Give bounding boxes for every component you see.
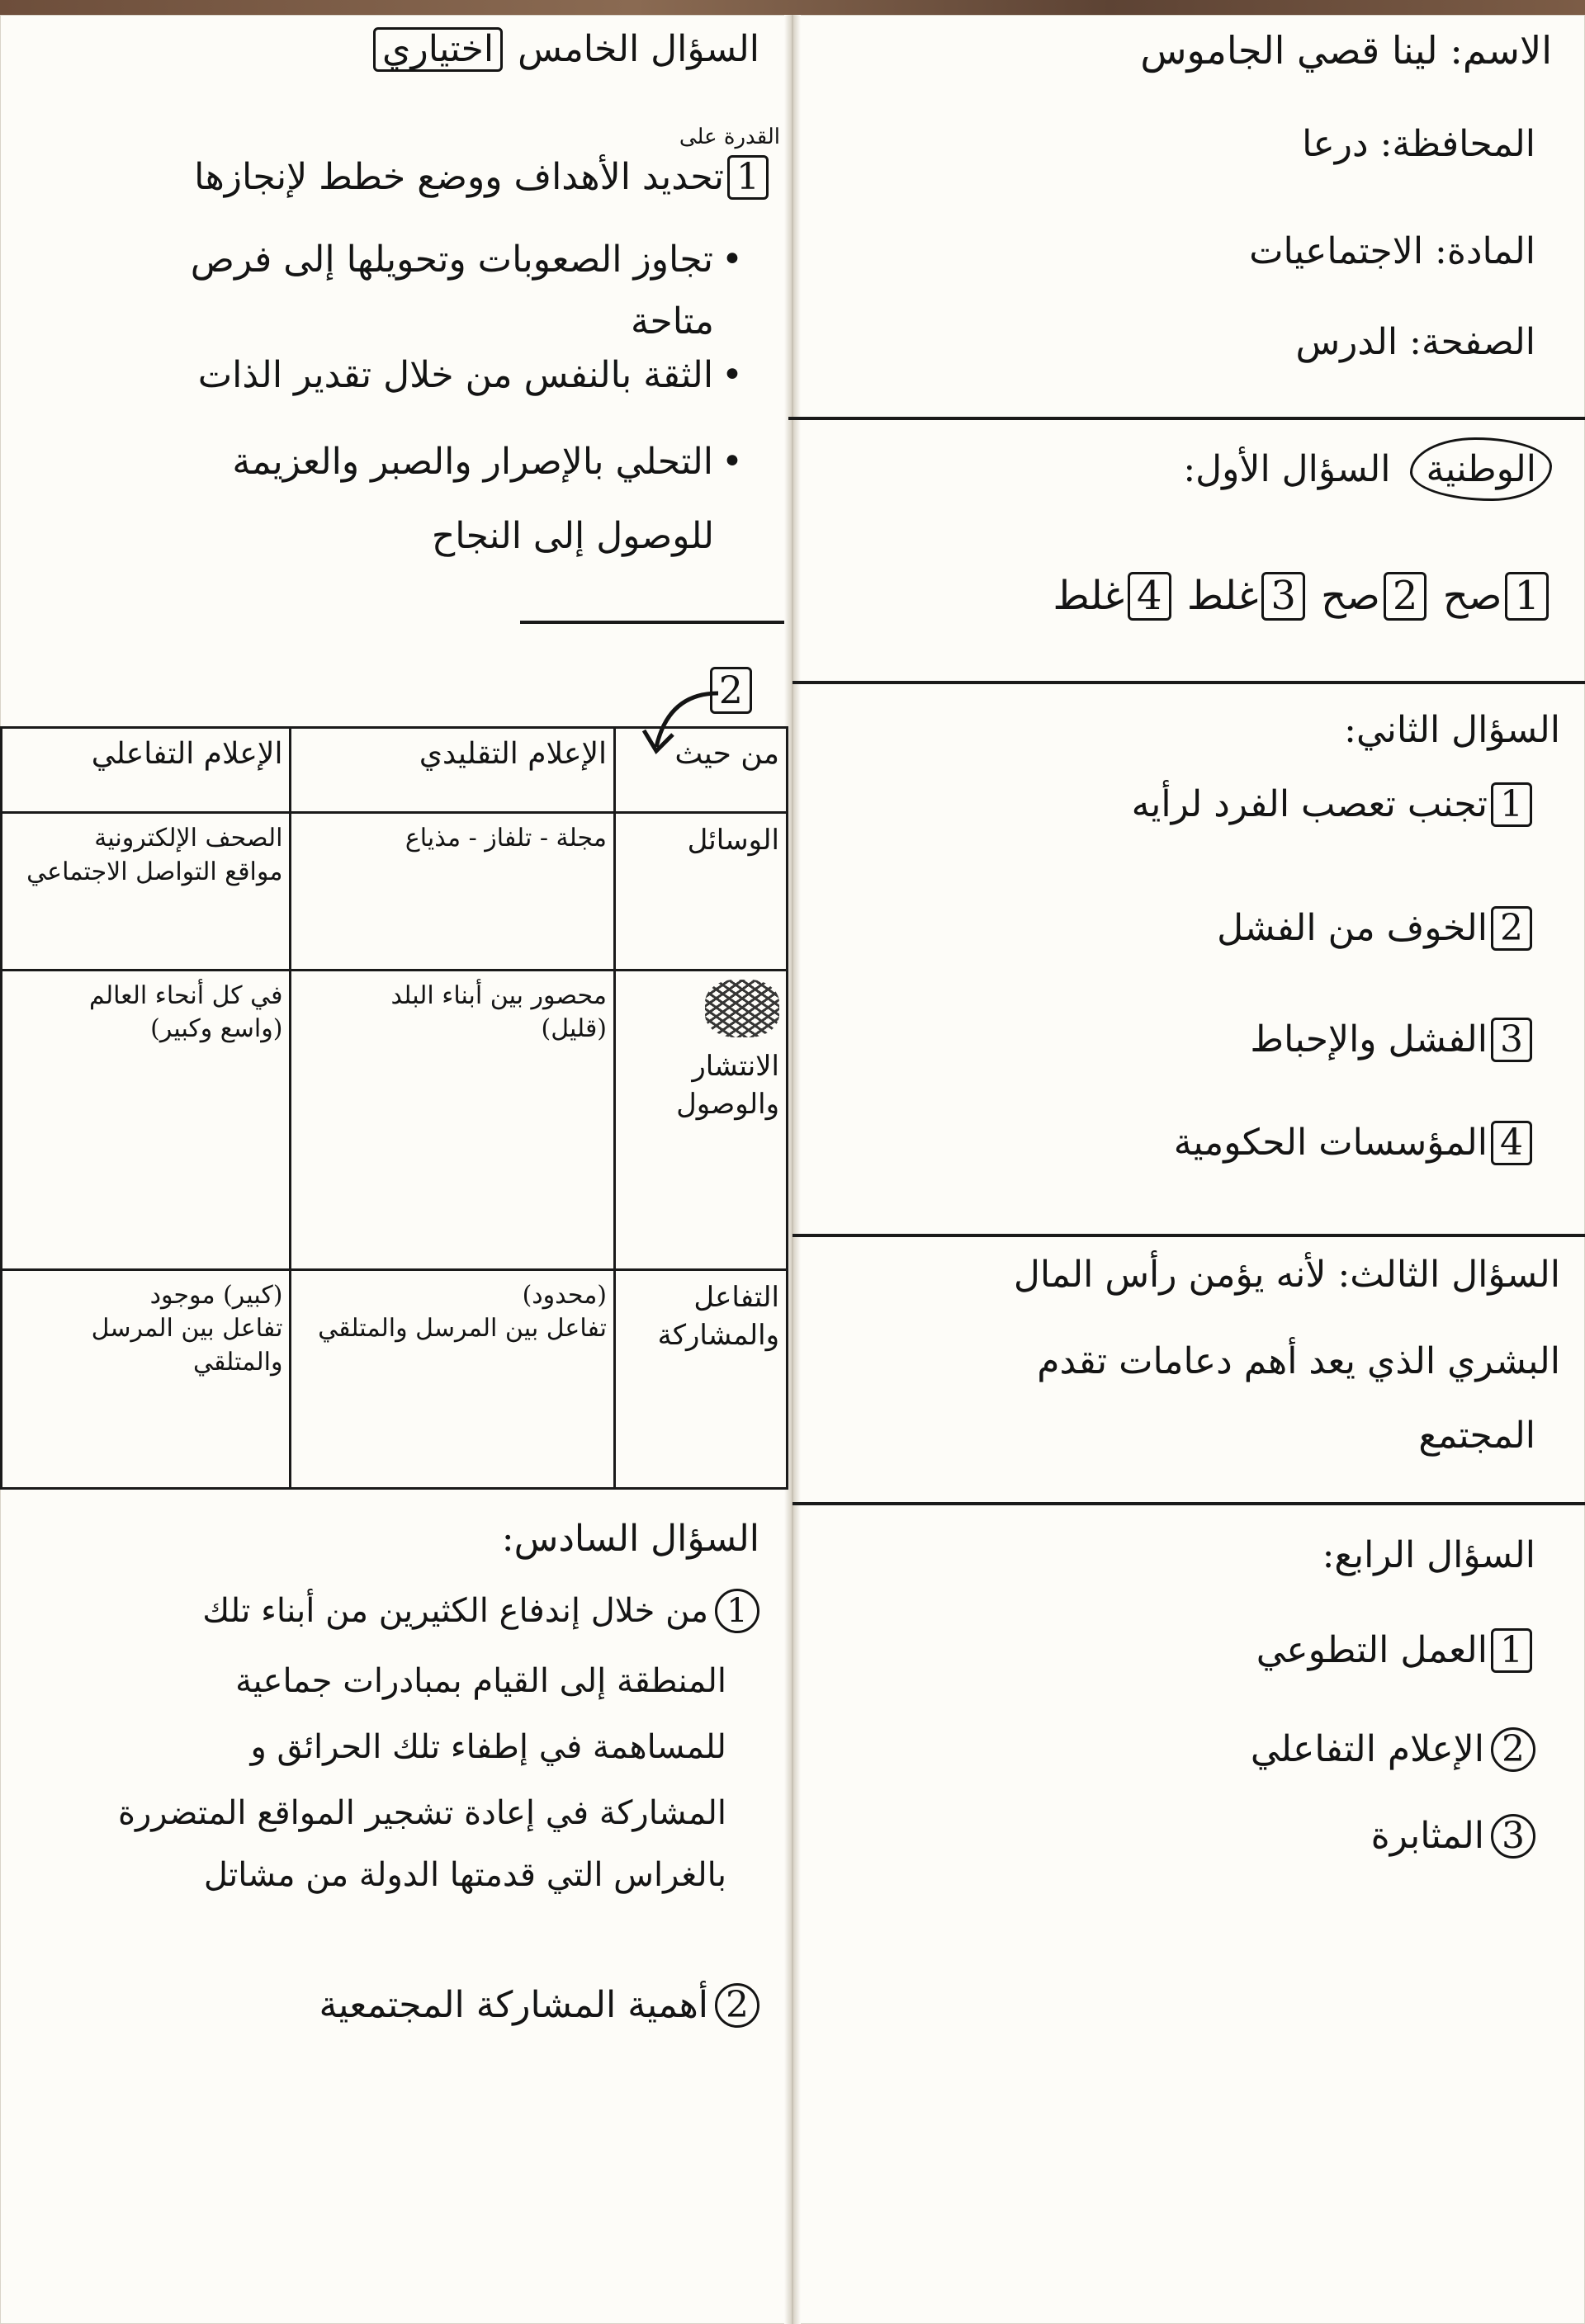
- row-traditional-spread: محصور بين أبناء البلد (قليل): [291, 970, 615, 1269]
- q6-part1-line-2: المنطقة إلى القيام بمبادرات جماعية: [235, 1662, 726, 1700]
- q6-part1-num: 1: [715, 1589, 759, 1633]
- q5-part1-num: 1: [727, 155, 769, 200]
- divider-q1: [788, 417, 1585, 420]
- q2-item-4: [1174, 1118, 1535, 1167]
- q4-item-3: [1371, 1811, 1535, 1860]
- q2-answer-3: الفشل والإحباط: [1250, 1018, 1488, 1060]
- divider-q3: [792, 1234, 1585, 1237]
- q2-item-2: [1217, 904, 1535, 952]
- q1-header: [1183, 437, 1552, 501]
- q2-item-1: [1132, 780, 1535, 829]
- row-aspect-interaction: التفاعل والمشاركة: [615, 1269, 788, 1488]
- q1-answer-1: صح: [1442, 573, 1502, 619]
- row-interactive-interaction: (كبير) موجود تفاعل بين المرسل والمتلقي: [2, 1269, 291, 1488]
- q2-item-3: [1250, 1015, 1535, 1064]
- q5-header: [370, 25, 759, 73]
- table-header-interactive: الإعلام التفاعلي: [2, 728, 291, 813]
- q6-part2: 2أهمية المشاركة المجتمعية: [319, 1981, 760, 2029]
- q1-answer-3: غلط: [1186, 573, 1259, 619]
- q4-num-1: 1: [1491, 1628, 1532, 1673]
- q4-item-1: [1256, 1626, 1535, 1675]
- table-header-traditional: الإعلام التقليدي: [291, 728, 615, 813]
- q1-title: السؤال الأول:: [1183, 448, 1391, 490]
- q2-num-4: 4: [1491, 1121, 1532, 1165]
- q4-answer-1: العمل التطوعي: [1256, 1629, 1488, 1671]
- q1-answers: [1053, 569, 1552, 623]
- q2-num-2: 2: [1491, 906, 1532, 951]
- q3-line-3: المجتمع: [1418, 1415, 1535, 1457]
- table-row: [2, 1269, 788, 1488]
- q5-part1-line-1: 1تحديد الأهداف ووضع خطط لإنجازها: [194, 153, 772, 201]
- q4-item-2: [1251, 1725, 1535, 1774]
- q1-num-1: 1: [1505, 572, 1549, 621]
- q2-answer-1: تجنب تعصب الفرد لرأيه: [1131, 783, 1488, 825]
- q1-answer-4: غلط: [1053, 573, 1124, 619]
- q3-line-1: السؤال الثالث: لأنه يؤمن رأس المال: [1013, 1254, 1560, 1296]
- divider-q5-part2: [520, 621, 784, 624]
- row-aspect-spread: الانتشار والوصول: [615, 970, 788, 1269]
- row-traditional-means: مجلة - تلفاز - مذياع: [291, 813, 615, 971]
- row-aspect-means: الوسائل: [615, 813, 788, 971]
- q3-title: السؤال الثالث:: [1337, 1254, 1560, 1296]
- q4-num-2: 2: [1491, 1727, 1535, 1772]
- q5-bullet-3-cont: للوصول إلى النجاح: [431, 515, 714, 557]
- q5-part1-note: القدرة على: [679, 125, 780, 149]
- q2-num-1: 1: [1491, 782, 1532, 827]
- row-traditional-interaction: (محدود) تفاعل بين المرسل والمتلقي: [291, 1269, 615, 1488]
- divider-q4: [792, 1502, 1585, 1505]
- q6-part1-line-3: للمساهمة في إطفاء تلك الحرائق و: [250, 1728, 726, 1766]
- row-interactive-means: الصحف الإلكترونية مواقع التواصل الاجتماعي: [2, 813, 291, 971]
- q1-num-3: 3: [1261, 572, 1305, 621]
- student-name: الاسم: لينا قصي الجاموس: [1140, 28, 1552, 73]
- q5-bullet-1-cont: متاحة: [630, 300, 714, 342]
- comparison-table: [0, 726, 788, 1490]
- table-row: [2, 813, 788, 971]
- q1-answer-2: صح: [1321, 573, 1380, 619]
- q5-part2-num: 2: [710, 667, 752, 714]
- q6-part2-num: 2: [715, 1983, 759, 2028]
- table-header-row: [2, 728, 788, 813]
- q1-num-4: 4: [1128, 572, 1171, 621]
- q5-title: السؤال الخامس: [518, 28, 759, 70]
- q5-optional-tag: اختياري: [373, 27, 503, 72]
- q2-answer-4: المؤسسات الحكومية: [1173, 1122, 1488, 1164]
- subject-line: المادة: الاجتماعيات: [1249, 230, 1535, 272]
- table-row: [2, 970, 788, 1269]
- governorate-line: المحافظة: درعا: [1302, 123, 1535, 165]
- q6-part1-line-1: 1من خلال إندفاع الكثيرين من أبناء تلك: [202, 1589, 759, 1633]
- grade-line: الصفحة: الدرس: [1295, 321, 1535, 363]
- q5-bullet-3: • التحلي بالإصرار والصبر والعزيمة: [232, 437, 743, 486]
- q1-num-2: 2: [1384, 572, 1427, 621]
- q6-part1-line-5: بالغراس التي قدمتها الدولة من مشاتل: [203, 1856, 726, 1894]
- q3-line-2: البشري الذي يعد أهم دعامات تقدم: [1037, 1340, 1560, 1382]
- table-header-aspect: من حيث: [615, 728, 788, 813]
- q2-answer-2: الخوف من الفشل: [1217, 907, 1488, 949]
- q5-bullet-2: • الثقة بالنفس من خلال تقدير الذات: [198, 351, 743, 399]
- q6-part1-line-4: المشاركة في إعادة تشجير المواقع المتضررة: [118, 1794, 726, 1832]
- q2-title: السؤال الثاني:: [1344, 709, 1560, 751]
- q5-bullet-1: • تجاوز الصعوبات وتحويلها إلى فرص: [191, 235, 743, 284]
- row-interactive-spread: في كل أنحاء العالم (واسع وكبير): [2, 970, 291, 1269]
- q4-answer-2: الإعلام التفاعلي: [1250, 1728, 1484, 1770]
- scribble-mark: [705, 980, 779, 1037]
- q1-badge: الوطنية: [1410, 437, 1552, 501]
- divider-q2: [792, 681, 1585, 684]
- q4-num-3: 3: [1491, 1814, 1535, 1859]
- q2-num-3: 3: [1491, 1018, 1532, 1062]
- q4-title: السؤال الرابع:: [1322, 1534, 1535, 1576]
- q6-title: السؤال السادس:: [501, 1518, 759, 1560]
- q4-answer-3: المثابرة: [1370, 1815, 1484, 1857]
